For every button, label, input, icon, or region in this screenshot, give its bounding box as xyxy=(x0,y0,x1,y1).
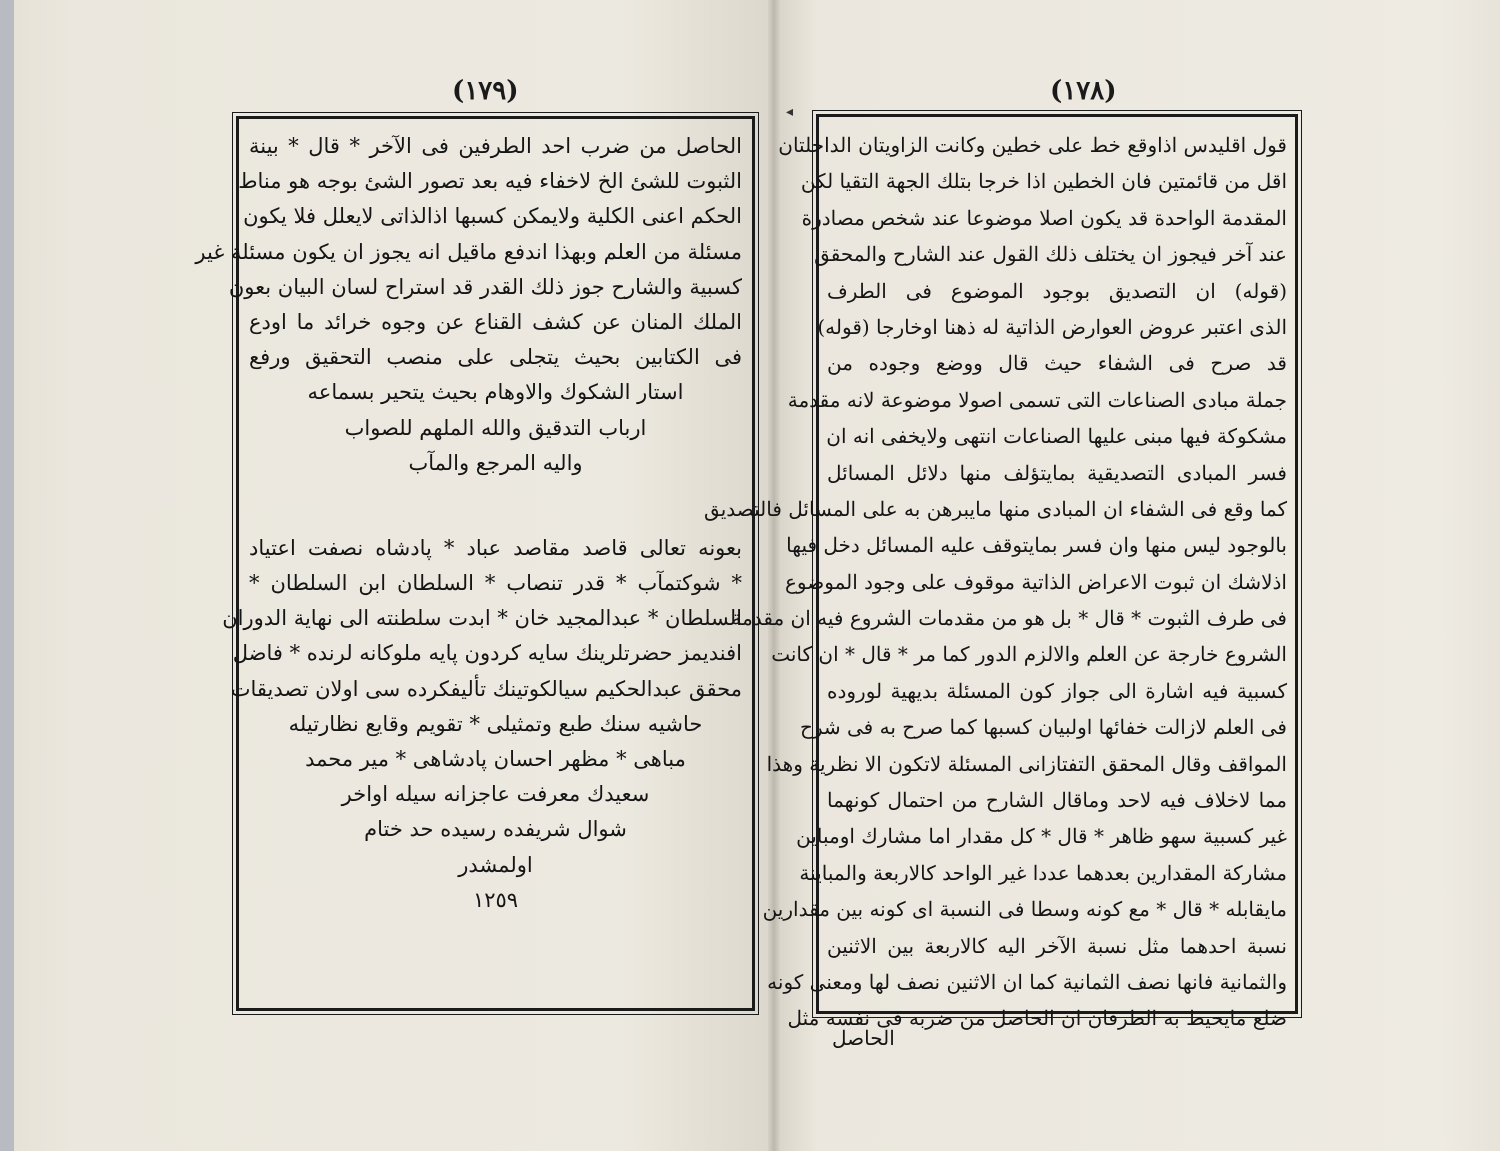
text-line: فى طرف الثبوت * قال * بل هو من مقدمات الشروع فيه ان مقدمة xyxy=(731,606,1287,631)
text-line: ضلع مايحيط به الطرفان ان الحاصل من ضربه فى نفسه مثل xyxy=(787,1006,1287,1031)
text-line: الحكم اعنى الكلية ولايمكن كسبها اذالذاتى لايعلل فلا يكون xyxy=(243,204,742,229)
left-text-frame xyxy=(195,116,755,1011)
text-line: اقل من قائمتين فان الخطين اذا خرجا بتلك الجهة التقيا لكن xyxy=(800,169,1287,194)
right-page-number: (١٧٨) xyxy=(1050,76,1117,106)
colophon-date: ١٢٥٩ xyxy=(472,887,519,912)
colophon-line: * شوكتمآب * قدر تنصاب * السلطان ابن السلطان * xyxy=(249,571,742,596)
colophon-line: افنديمز حضرتلرينك سايه كردون پايه ملوكانه لرنده * فاضل xyxy=(232,641,742,666)
text-line: الشروع خارجة عن العلم والالزم الدور كما مر * قال * ان كانت xyxy=(771,642,1287,667)
text-line: الحاصل من ضرب احد الطرفين فى الآخر * قال * بينة xyxy=(249,134,742,158)
text-line: كسبية فيه اشارة الى جواز كون المسئلة بديهية لوروده xyxy=(827,678,1287,703)
text-line: الثبوت للشئ الخ لاخفاء فيه بعد تصور الشئ بوجه هو مناط xyxy=(238,169,742,194)
margin-mark: ◂ xyxy=(786,104,794,120)
text-line: نسبة احدهما مثل نسبة الآخر اليه كالاربعة بين الاثنين xyxy=(827,933,1287,958)
text-line: اذلاشك ان ثبوت الاعراض الذاتية موقوف على وجود الموضوع xyxy=(785,569,1287,594)
text-line: كسبية والشارح جوز ذلك القدر قد استراح لسان البيان بعون xyxy=(228,274,742,299)
text-line: بالوجود ليس منها وان فسر بمايتوقف عليه المسائل دخل فيها xyxy=(786,533,1287,558)
text-line: مشكوكة فيها مبنى عليها الصناعات انتهى ولايخفى انه ان xyxy=(826,424,1287,449)
text-line: واليه المرجع والمآب xyxy=(408,450,583,475)
text-line: مشاركة المقدارين بعدهما عددا غير الواحد كالاربعة والمباينة xyxy=(799,860,1287,885)
colophon-line: شوال شريفده رسيده حد ختام xyxy=(364,817,627,842)
text-line: ارباب التدقيق والله الملهم للصواب xyxy=(344,415,647,440)
text-line: كما وقع فى الشفاء ان المبادى منها مايبرهن به على المسائل فالتصديق xyxy=(704,496,1287,521)
text-line: (قوله) ان التصديق بوجود الموضوع فى الطرف xyxy=(827,278,1287,303)
text-line: مما لاخلاف فيه لاحد وماقال الشارح من احتمال كونهما xyxy=(827,788,1287,813)
text-line: المقدمة الواحدة قد يكون اصلا موضوعا عند شخص مصادرة xyxy=(801,205,1287,230)
text-line: فى الكتابين بحيث يتجلى على منصب التحقيق ورفع xyxy=(249,345,742,370)
colophon-line: محقق عبدالحكيم سيالكوتينك تأليفكرده سى اولان تصديقات xyxy=(230,676,742,701)
catchword: الحاصل xyxy=(832,1026,895,1050)
text-line: الذى اعتبر عروض العوارض الذاتية له ذهنا اوخارجا (قوله) xyxy=(817,314,1287,339)
text-line: قد صرح فى الشفاء حيث قال ووضع وجوده من xyxy=(827,351,1287,376)
text-line: قول اقليدس اذاوقع خط على خطين وكانت الزاويتان الداخلتان xyxy=(778,133,1287,157)
text-line: الملك المنان عن كشف القناع عن وجوه خرائد ما اودع xyxy=(249,309,742,334)
text-line: المواقف وقال المحقق التفتازانى المسئلة لاتكون الا نظرية وهذا xyxy=(766,751,1287,776)
text-line: فى العلم لازالت خفائها اولبيان كسبها كما صرح به فى شرح xyxy=(799,715,1287,740)
colophon-line: مباهى * مظهر احسان پادشاهى * مير محمد xyxy=(305,747,686,771)
right-text-frame xyxy=(704,114,1298,1031)
left-text-block xyxy=(195,129,742,918)
colophon-line: سعيدك معرفت عاجزانه سيله اواخر xyxy=(341,782,650,807)
text-line: استار الشكوك والاوهام بحيث يتحير بسماعه xyxy=(307,380,684,405)
colophon-line: حاشيه سنك طبع وتمثيلى * تقويم وقايع نظارتيله xyxy=(288,711,703,736)
text-line: مسئلة من العلم وبهذا اندفع ماقيل انه يجوز ان يكون مسئلة غير xyxy=(195,239,742,264)
left-page-number: (١٧٩) xyxy=(452,76,519,106)
colophon-line: اولمشدر xyxy=(458,852,533,877)
text-line: جملة مبادى الصناعات التى تسمى اصولا موضوعة لانه مقدمة xyxy=(787,387,1287,412)
text-line: عند آخر فيجوز ان يختلف ذلك القول عند الشارح والمحقق xyxy=(814,242,1287,267)
text-line: مايقابله * قال * مع كونه وسطا فى النسبة اى كونه بين مقدارين xyxy=(762,897,1287,922)
left-margin-edge xyxy=(0,0,14,1151)
colophon-line: بعونه تعالى قاصد مقاصد عباد * پادشاه نصفت اعتياد xyxy=(249,535,742,560)
colophon-line: السلطان * عبدالمجيد خان * ابدت سلطنته الى نهاية الدوران xyxy=(222,606,742,631)
section-gap xyxy=(249,481,742,531)
right-text-block xyxy=(704,127,1287,1037)
text-line: فسر المبادى التصديقية بمايتؤلف منها دلائل المسائل xyxy=(827,460,1287,485)
text-line: غير كسبية سهو ظاهر * قال * كل مقدار اما مشارك اومباين xyxy=(796,824,1287,849)
text-line: والثمانية فانها نصف الثمانية كما ان الاثنين نصف لها ومعنى كونه xyxy=(767,969,1287,994)
